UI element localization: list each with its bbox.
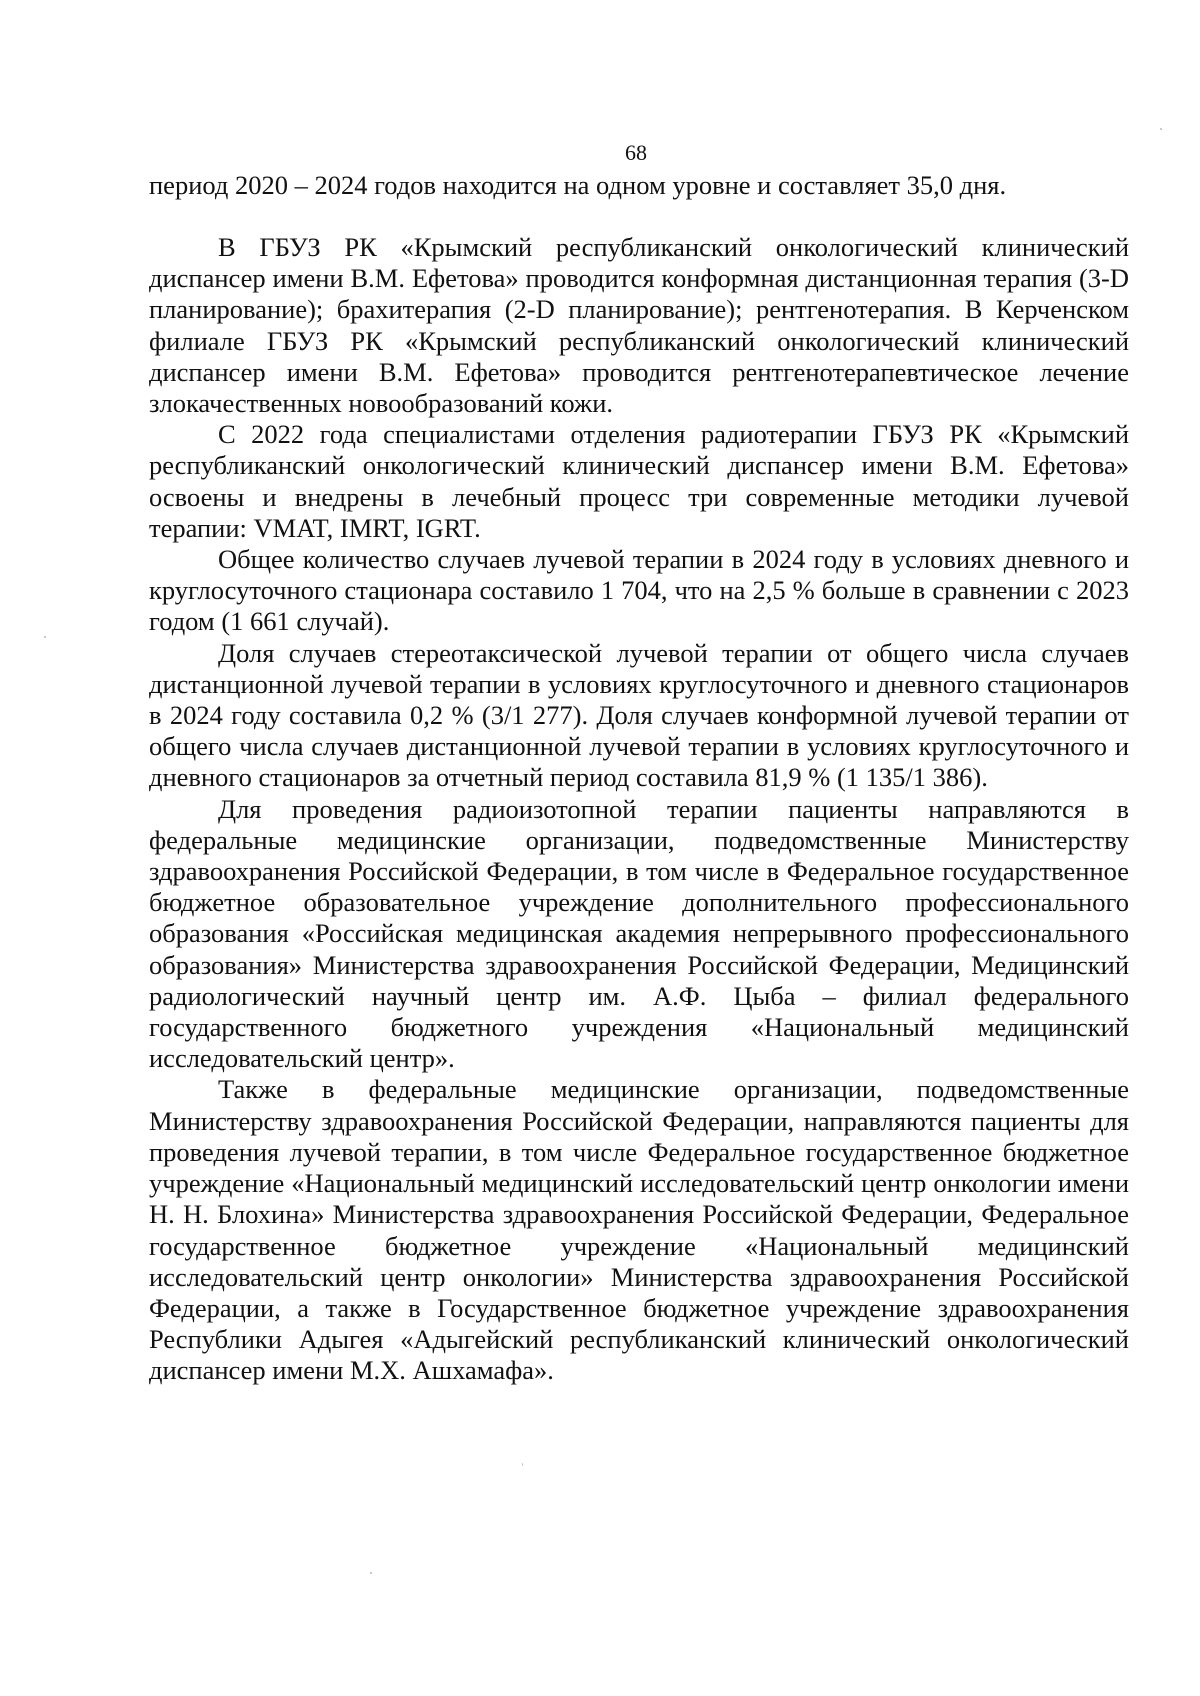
scan-speck (370, 1572, 372, 1574)
continuation-line: период 2020 – 2024 годов находится на одном уровне и составляет 35,0 дня. (149, 170, 1007, 200)
scan-speck (522, 1463, 523, 1466)
scan-speck (44, 636, 46, 638)
paragraph-federal-referrals: Также в федеральные медицинские организации, подведомственные Министерству здравоохранения Российской Федерации, направляются пациенты для проведения лучевой терапии, в том числе Федеральное государственное бюджетное учреждение «Национальный медицинский исследовательский центр онкологии имени Н. Н. Блохина» Министерства здравоохранения Российской Федерации, Федеральное государственное бюджетное учреждение «Национальный медицинский исследовательский центр онкологии» Министерства здравоохранения Российской Федерации, а также в Государственное бюджетное учреждение здравоохранения Республики Адыгея «Адыгейский республиканский клинический онкологический диспансер имени М.Х. Ашхамафа». (149, 1074, 1129, 1386)
paragraph-stereotactic-share: Доля случаев стереотаксической лучевой терапии от общего числа случаев дистанционной лучевой терапии в условиях круглосуточного и дневного стационаров в 2024 году составила 0,2 % (3/1 277). Доля случаев конформной лучевой терапии от общего числа случаев дистанционной лучевой терапии в условиях круглосуточного и дневного стационаров за отчетный период составила 81,9 % (1 135/1 386). (149, 637, 1129, 793)
paragraph-modern-techniques: С 2022 года специалистами отделения радиотерапии ГБУЗ РК «Крымский республиканский онкологический клинический диспансер имени В.М. Ефетова» освоены и внедрены в лечебный процесс три современные методики лучевой терапии: VMAT, IMRT, IGRT. (149, 419, 1129, 543)
paragraph-case-count: Общее количество случаев лучевой терапии в 2024 году в условиях дневного и круглосуточного стационара составило 1 704, что на 2,5 % больше в сравнении с 2023 годом (1 661 случай). (149, 544, 1129, 637)
paragraph-radioisotope-therapy: Для проведения радиоизотопной терапии пациенты направляются в федеральные медицинские организации, подведомственные Министерству здравоохранения Российской Федерации, в том числе в Федеральное государственное бюджетное образовательное учреждение дополнительного профессионального образования «Российская медицинская академия непрерывного профессионального образования» Министерства здравоохранения Российской Федерации, Медицинский радиологический научный центр им. А.Ф. Цыба – филиал федерального государственного бюджетного учреждения «Национальный медицинский исследовательский центр». (149, 793, 1129, 1074)
paragraph-radiotherapy-methods: В ГБУЗ РК «Крымский республиканский онкологический клинический диспансер имени В.М. Ефетова» проводится конформная дистанционная терапия (3-D планирование); брахитерапия (2-D планирование); рентгенотерапия. В Керченском филиале ГБУЗ РК «Крымский республиканский онкологический клинический диспансер имени В.М. Ефетова» проводится рентгенотерапевтическое лечение злокачественных новообразований кожи. (149, 232, 1129, 419)
body-text (149, 232, 1129, 1387)
page-number: 68 (625, 140, 647, 165)
scan-speck (1160, 128, 1162, 130)
